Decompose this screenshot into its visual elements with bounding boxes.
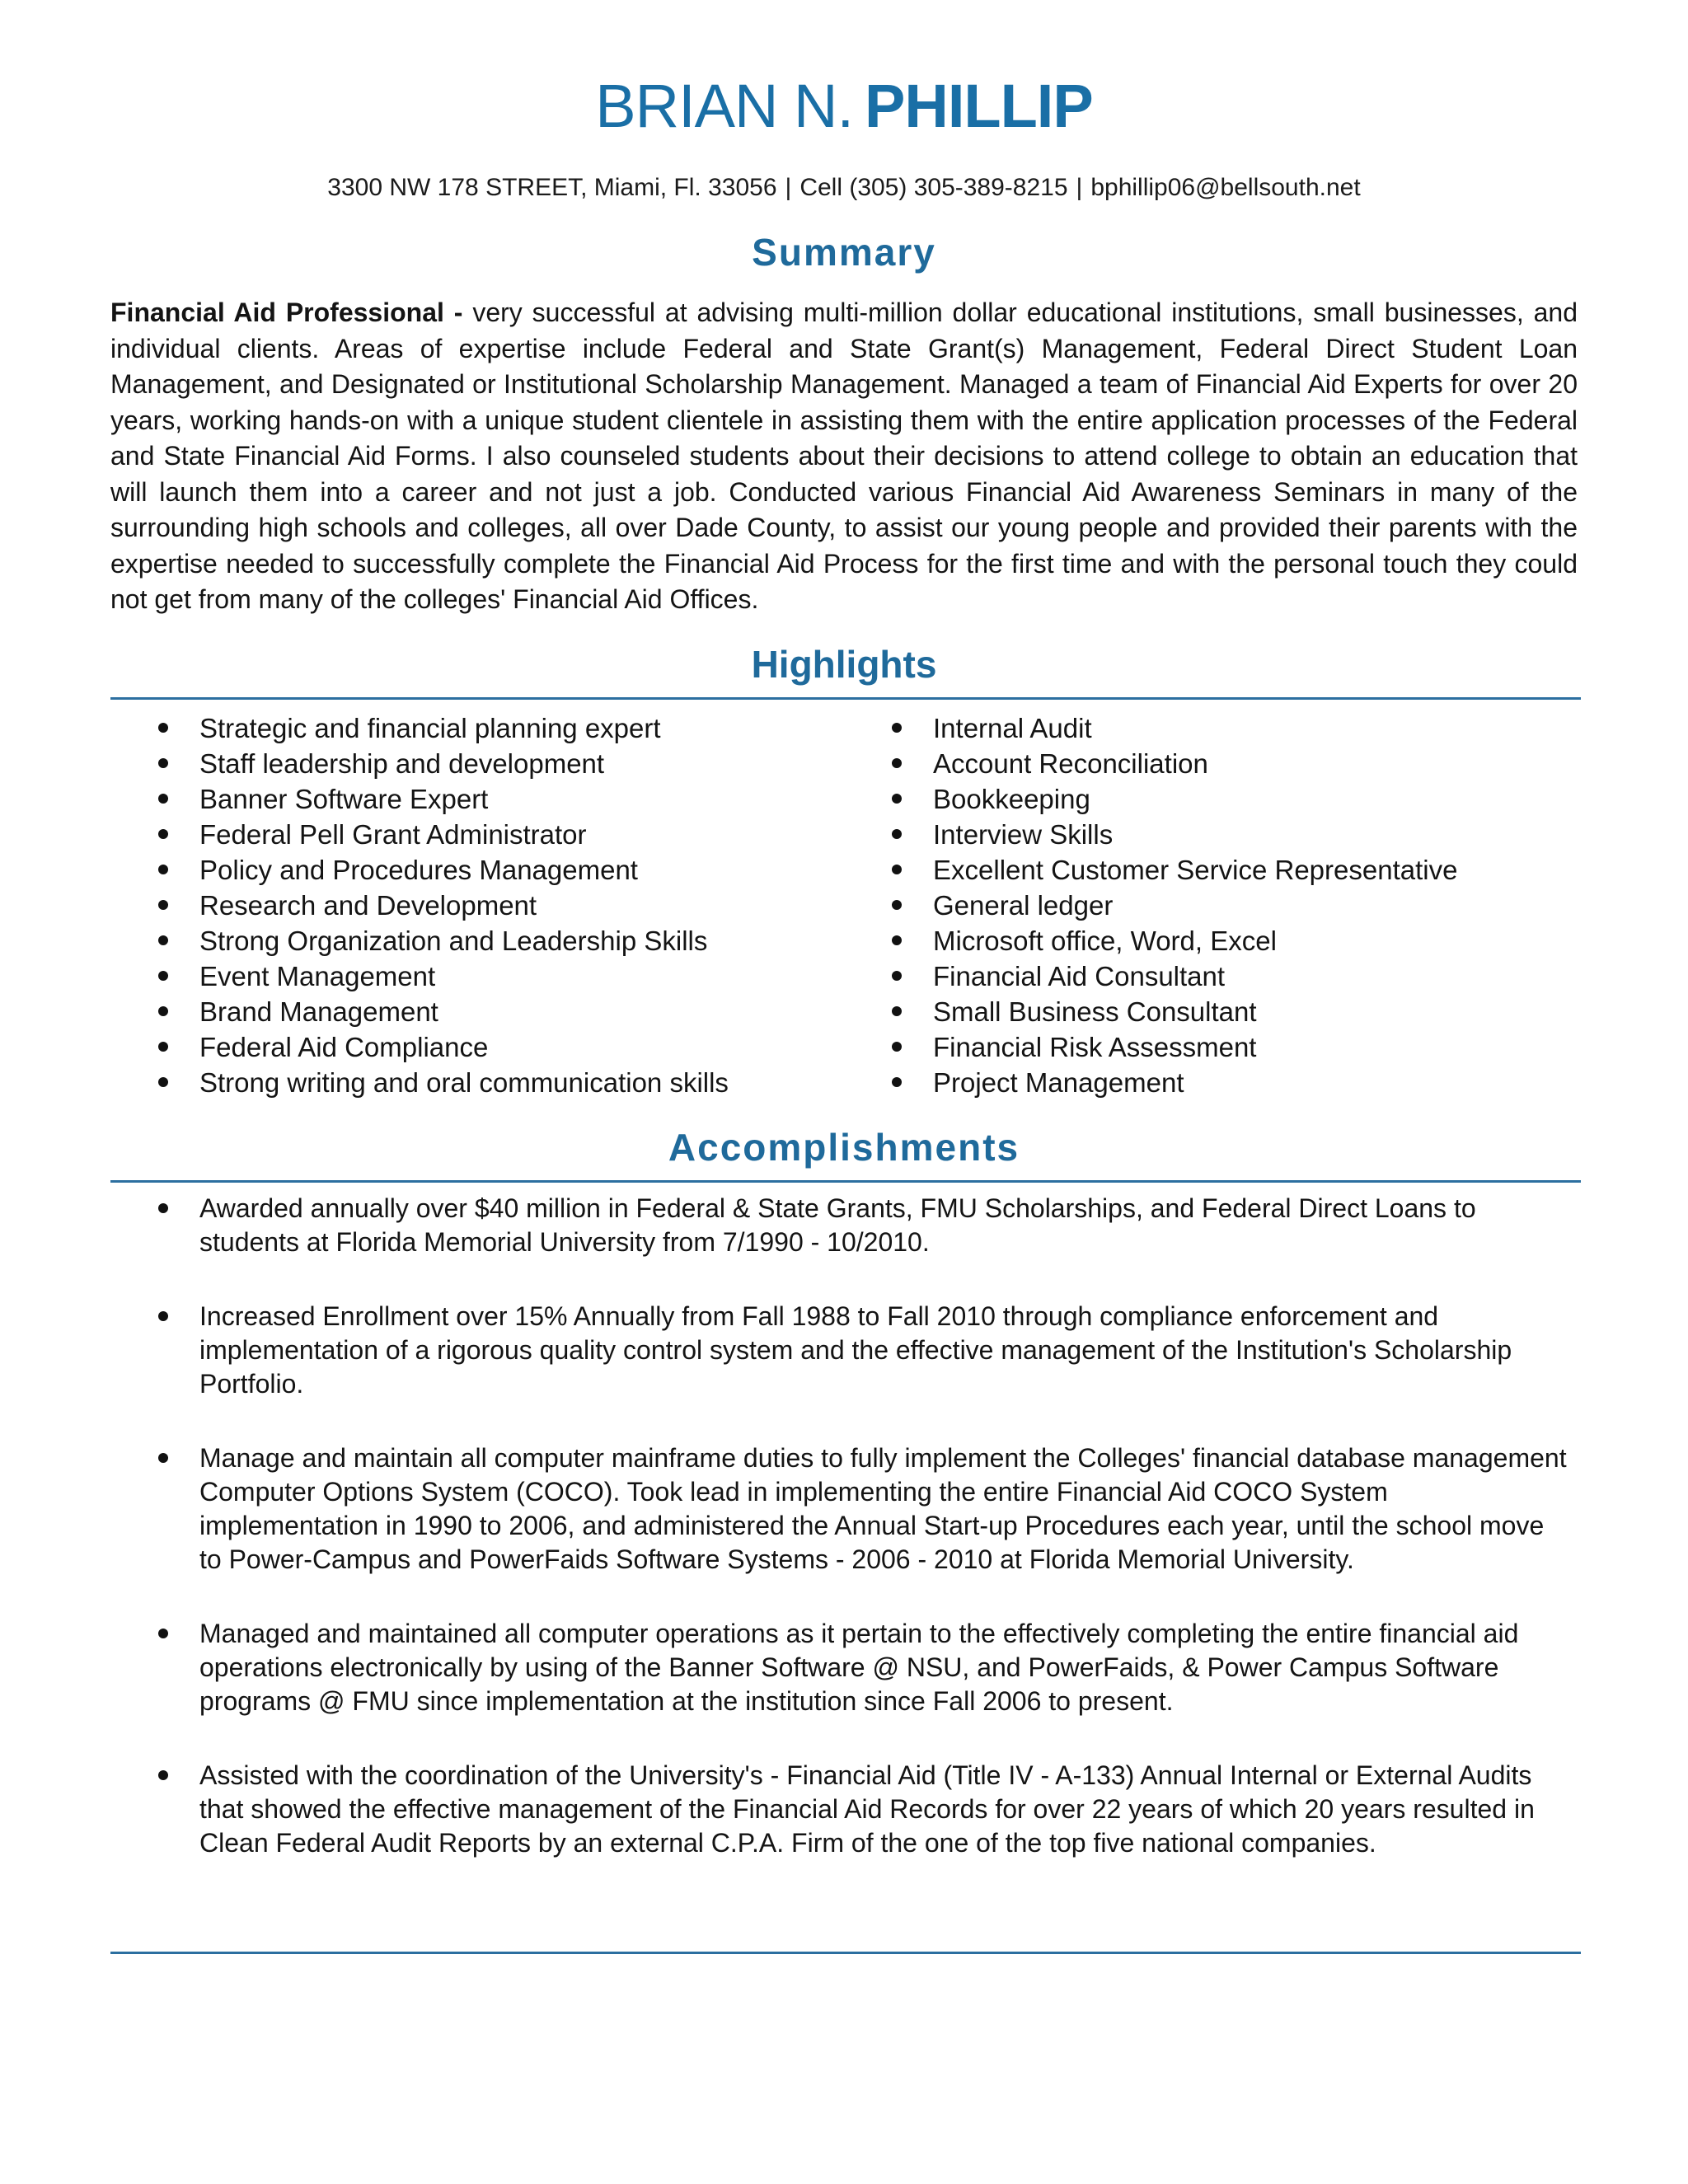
bullet-icon [892, 935, 902, 945]
highlight-item: Federal Pell Grant Administrator [153, 817, 879, 852]
highlights-left-column [153, 710, 879, 1100]
bullet-icon [892, 1006, 902, 1016]
highlight-item: Financial Aid Consultant [887, 958, 1596, 994]
bullet-icon [892, 829, 902, 839]
highlight-item: Strategic and financial planning expert [153, 710, 879, 746]
highlight-item: Strong Organization and Leadership Skills [153, 923, 879, 958]
bullet-icon [158, 829, 168, 839]
contact-separator: | [1076, 174, 1083, 201]
section-divider [110, 1952, 1581, 1954]
cell-phone: Cell (305) 305-389-8215 [799, 174, 1068, 201]
highlight-item: Research and Development [153, 888, 879, 923]
contact-line [0, 171, 1688, 204]
highlight-item: Project Management [887, 1065, 1596, 1100]
highlight-item: Staff leadership and development [153, 746, 879, 781]
highlight-item: Event Management [153, 958, 879, 994]
bullet-icon [158, 1453, 168, 1463]
accomplishments-heading: Accomplishments [668, 1126, 1020, 1169]
highlight-item: Policy and Procedures Management [153, 852, 879, 888]
bullet-icon [892, 758, 902, 768]
highlight-item: Internal Audit [887, 710, 1596, 746]
section-divider [110, 1180, 1581, 1183]
bullet-icon [158, 900, 168, 910]
highlight-item: Interview Skills [887, 817, 1596, 852]
bullet-icon [158, 723, 168, 733]
accomplishment-item: Manage and maintain all computer mainframe duties to fully implement the Colleges' financial database management Computer Options System (COCO). Took lead in implementing the entire Financial Aid COCO System implementation in 1990 to 2006, and administered the Annual Start-up Procedures each year, until the school move to Power-Campus and PowerFaids Software Systems - 2006 - 2010 at Florida Memorial University. [153, 1441, 1571, 1577]
highlight-item: Banner Software Expert [153, 781, 879, 817]
contact-separator: | [785, 174, 792, 201]
highlight-item: Account Reconciliation [887, 746, 1596, 781]
highlight-item: Brand Management [153, 994, 879, 1029]
accomplishments-list [153, 1192, 1571, 1900]
highlight-item: Federal Aid Compliance [153, 1029, 879, 1065]
bullet-icon [892, 1042, 902, 1052]
highlight-item: Bookkeeping [887, 781, 1596, 817]
section-divider [110, 697, 1581, 700]
accomplishment-item: Awarded annually over $40 million in Federal & State Grants, FMU Scholarships, and Federal Direct Loans to students at Florida Memorial University from 7/1990 - 10/2010. [153, 1192, 1571, 1259]
bullet-icon [892, 794, 902, 804]
bullet-icon [158, 1077, 168, 1087]
bullet-icon [158, 1770, 168, 1780]
bullet-icon [158, 865, 168, 874]
bullet-icon [158, 1203, 168, 1213]
bullet-icon [892, 900, 902, 910]
first-name: BRIAN N. [595, 72, 854, 140]
last-name: PHILLIP [865, 72, 1093, 140]
summary-heading: Summary [752, 231, 936, 274]
highlight-item: Excellent Customer Service Representative [887, 852, 1596, 888]
highlight-item: Small Business Consultant [887, 994, 1596, 1029]
summary-body: very successful at advising multi-million dollar educational institutions, small businesses, and individual clients. Areas of expertise include Federal and State Grant(s) Management, Federal Direct Student Loan Management, and Designated or Institutional Scholarship Management. Managed a team of Financial Aid Experts for over 20 years, working hands-on with a unique student clientele in assisting them with the entire application processes of the Federal and State Financial Aid Forms. I also counseled students about their decisions to attend college to obtain an education that will launch them into a career and not just a job. Conducted various Financial Aid Awareness Seminars in many of the surrounding high schools and colleges, all over Dade County, to assist our young people and provided their parents with the expertise needed to successfully complete the Financial Aid Process for the first time and with the personal touch they could not get from many of the colleges' Financial Aid Offices. [110, 298, 1578, 614]
bullet-icon [158, 758, 168, 768]
bullet-icon [892, 723, 902, 733]
email[interactable]: bphillip06@bellsouth.net [1090, 174, 1361, 201]
bullet-icon [158, 1629, 168, 1638]
bullet-icon [892, 971, 902, 981]
accomplishment-item: Increased Enrollment over 15% Annually from Fall 1988 to Fall 2010 through compliance enforcement and implementation of a rigorous quality control system and the effective management of the Institution's Scholarship Portfolio. [153, 1300, 1571, 1401]
bullet-icon [158, 1311, 168, 1321]
accomplishment-item: Assisted with the coordination of the University's - Financial Aid (Title IV - A-133) Annual Internal or External Audits that showed the effective management of the Financial Aid Records for over 22 years of which 20 years resulted in Clean Federal Audit Reports by an external C.P.A. Firm of the one of the top five national companies. [153, 1759, 1571, 1860]
highlight-item: Strong writing and oral communication skills [153, 1065, 879, 1100]
bullet-icon [892, 1077, 902, 1087]
summary-lead: Financial Aid Professional - [110, 298, 463, 327]
bullet-icon [158, 1042, 168, 1052]
bullet-icon [158, 1006, 168, 1016]
accomplishment-item: Managed and maintained all computer operations as it pertain to the effectively completing the entire financial aid operations electronically by using of the Banner Software @ NSU, and PowerFaids, & Power Campus Software programs @ FMU since implementation at the institution since Fall 2006 to present. [153, 1617, 1571, 1718]
bullet-icon [158, 794, 168, 804]
highlights-right-column [887, 710, 1596, 1100]
highlight-item: General ledger [887, 888, 1596, 923]
highlight-item: Financial Risk Assessment [887, 1029, 1596, 1065]
bullet-icon [892, 865, 902, 874]
candidate-name [0, 69, 1688, 143]
address: 3300 NW 178 STREET, Miami, Fl. 33056 [327, 174, 777, 201]
summary-paragraph [110, 295, 1578, 618]
bullet-icon [158, 971, 168, 981]
highlights-heading: Highlights [751, 643, 937, 686]
highlight-item: Microsoft office, Word, Excel [887, 923, 1596, 958]
bullet-icon [158, 935, 168, 945]
